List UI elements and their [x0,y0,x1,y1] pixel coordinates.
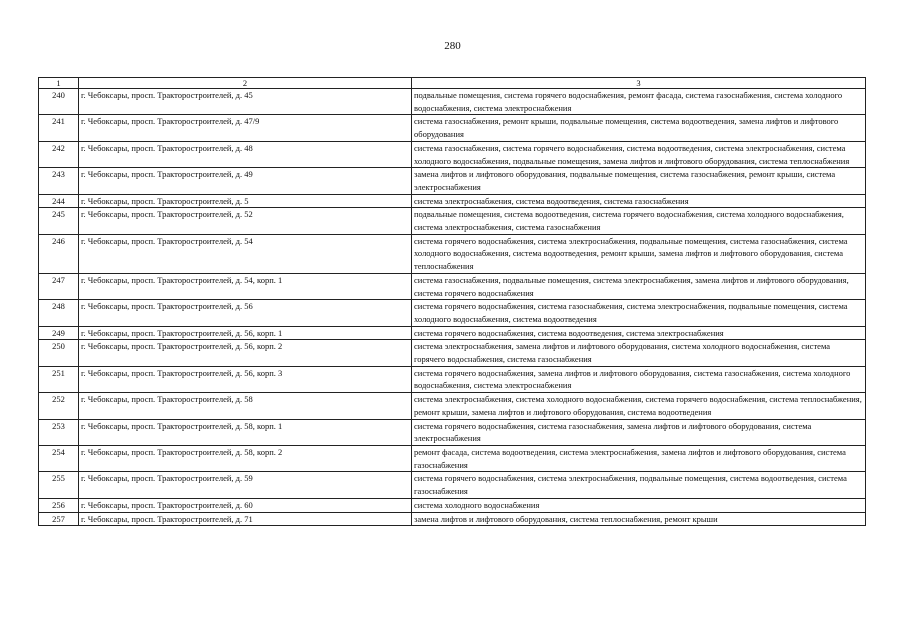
row-works: система газоснабжения, ремонт крыши, подвальные помещения, система водоотведения, замена лифтов и лифтового оборудования [412,115,866,141]
row-number: 253 [39,419,79,445]
row-address: г. Чебоксары, просп. Тракторостроителей, д. 5 [79,194,412,208]
row-works: система горячего водоснабжения, система водоотведения, система электроснабжения [412,326,866,340]
row-works: система газоснабжения, подвальные помещения, система электроснабжения, замена лифтов и лифтового оборудования, система горячего водоснабжения [412,273,866,299]
row-address: г. Чебоксары, просп. Тракторостроителей, д. 56 [79,300,412,326]
row-number: 242 [39,141,79,167]
row-address: г. Чебоксары, просп. Тракторостроителей, д. 54, корп. 1 [79,273,412,299]
row-address: г. Чебоксары, просп. Тракторостроителей, д. 47/9 [79,115,412,141]
row-address: г. Чебоксары, просп. Тракторостроителей, д. 60 [79,498,412,512]
table-row [39,393,866,419]
table-row [39,419,866,445]
row-works: система горячего водоснабжения, система электроснабжения, подвальные помещения, система газоснабжения, система холодного водоснабжения, система водоотведения, ремонт крыши, замена лифтов и лифтового оборудования, система теплоснабжения [412,234,866,273]
column-header-3: 3 [412,78,866,89]
row-number: 254 [39,445,79,471]
row-works: система горячего водоснабжения, система газоснабжения, система электроснабжения, подвальные помещения, система холодного водоснабжения, система водоотведения [412,300,866,326]
row-number: 244 [39,194,79,208]
row-works: система электроснабжения, замена лифтов и лифтового оборудования, система холодного водоснабжения, система горячего водоснабжения, система газоснабжения [412,340,866,366]
table-row [39,89,866,115]
table-row [39,208,866,234]
table-row [39,300,866,326]
row-works: система горячего водоснабжения, система газоснабжения, замена лифтов и лифтового оборудования, система электроснабжения [412,419,866,445]
row-number: 256 [39,498,79,512]
row-address: г. Чебоксары, просп. Тракторостроителей, д. 56, корп. 1 [79,326,412,340]
row-number: 240 [39,89,79,115]
column-header-2: 2 [79,78,412,89]
row-works: замена лифтов и лифтового оборудования, система теплоснабжения, ремонт крыши [412,512,866,526]
row-number: 241 [39,115,79,141]
table-row [39,168,866,194]
row-number: 257 [39,512,79,526]
table-row [39,472,866,498]
row-number: 249 [39,326,79,340]
row-address: г. Чебоксары, просп. Тракторостроителей, д. 56, корп. 2 [79,340,412,366]
row-address: г. Чебоксары, просп. Тракторостроителей, д. 52 [79,208,412,234]
row-number: 252 [39,393,79,419]
table-row [39,234,866,273]
column-header-1: 1 [39,78,79,89]
page-number: 280 [444,40,461,52]
table-row [39,498,866,512]
row-number: 246 [39,234,79,273]
row-works: замена лифтов и лифтового оборудования, подвальные помещения, система газоснабжения, ремонт крыши, система электроснабжения [412,168,866,194]
table-row [39,512,866,526]
row-works: система горячего водоснабжения, замена лифтов и лифтового оборудования, система газоснабжения, система холодного водоснабжения, система электроснабжения [412,366,866,392]
row-address: г. Чебоксары, просп. Тракторостроителей, д. 59 [79,472,412,498]
row-works: подвальные помещения, система водоотведения, система горячего водоснабжения, система холодного водоснабжения, система электроснабжения, система газоснабжения [412,208,866,234]
row-works: система газоснабжения, система горячего водоснабжения, система водоотведения, система электроснабжения, система холодного водоснабжения, подвальные помещения, замена лифтов и лифтового оборудования, система теплоснабжения [412,141,866,167]
table-row [39,326,866,340]
row-address: г. Чебоксары, просп. Тракторостроителей, д. 58, корп. 1 [79,419,412,445]
row-number: 251 [39,366,79,392]
row-address: г. Чебоксары, просп. Тракторостроителей, д. 48 [79,141,412,167]
table-row [39,194,866,208]
row-address: г. Чебоксары, просп. Тракторостроителей, д. 54 [79,234,412,273]
row-address: г. Чебоксары, просп. Тракторостроителей, д. 49 [79,168,412,194]
row-works: система холодного водоснабжения [412,498,866,512]
row-address: г. Чебоксары, просп. Тракторостроителей, д. 58 [79,393,412,419]
row-number: 255 [39,472,79,498]
row-address: г. Чебоксары, просп. Тракторостроителей, д. 56, корп. 3 [79,366,412,392]
row-works: система горячего водоснабжения, система электроснабжения, подвальные помещения, система водоотведения, система газоснабжения [412,472,866,498]
row-number: 245 [39,208,79,234]
row-number: 250 [39,340,79,366]
row-number: 248 [39,300,79,326]
row-address: г. Чебоксары, просп. Тракторостроителей, д. 58, корп. 2 [79,445,412,471]
row-works: подвальные помещения, система горячего водоснабжения, ремонт фасада, система газоснабжения, система холодного водоснабжения, система электроснабжения [412,89,866,115]
table-body [39,89,866,526]
row-works: система электроснабжения, система водоотведения, система газоснабжения [412,194,866,208]
row-number: 247 [39,273,79,299]
table-row [39,340,866,366]
table-row [39,273,866,299]
table-row [39,115,866,141]
table-row [39,141,866,167]
buildings-table [38,77,866,526]
table-row [39,366,866,392]
table-header-row [39,78,866,89]
table-row [39,445,866,471]
row-works: система электроснабжения, система холодного водоснабжения, система горячего водоснабжения, система теплоснабжения, ремонт крыши, замена лифтов и лифтового оборудования, система водоотведения [412,393,866,419]
row-address: г. Чебоксары, просп. Тракторостроителей, д. 45 [79,89,412,115]
row-number: 243 [39,168,79,194]
row-address: г. Чебоксары, просп. Тракторостроителей, д. 71 [79,512,412,526]
row-works: ремонт фасада, система водоотведения, система электроснабжения, замена лифтов и лифтового оборудования, система газоснабжения [412,445,866,471]
